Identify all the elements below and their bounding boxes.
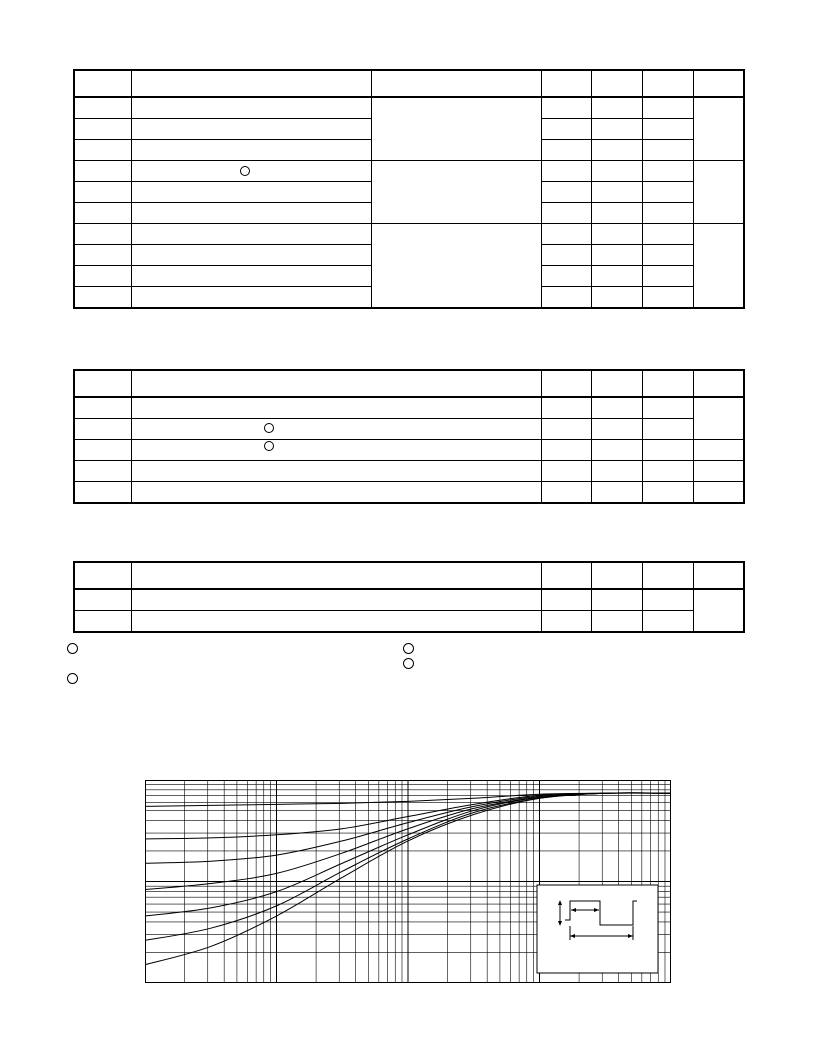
- symbol-cell: [74, 97, 131, 119]
- max-cell: [642, 140, 693, 161]
- condition-cell: [371, 97, 541, 161]
- typ-cell: [591, 203, 642, 224]
- parameter-cell: [131, 119, 371, 140]
- note-1-icon: [67, 643, 78, 654]
- max-cell: [642, 482, 693, 504]
- table-row: [74, 397, 744, 419]
- header-cell: [642, 562, 693, 589]
- header-cell: [74, 70, 131, 97]
- header-cell: [131, 562, 541, 589]
- electrical-characteristics-table: [73, 69, 745, 309]
- parameter-cell: [131, 482, 541, 504]
- symbol-cell: [74, 245, 131, 266]
- header-cell: [693, 562, 744, 589]
- table-row: [74, 97, 744, 119]
- table-row: [74, 161, 744, 182]
- min-cell: [541, 119, 591, 140]
- parameter-cell: [131, 589, 541, 611]
- max-cell: [642, 182, 693, 203]
- max-cell: [642, 161, 693, 182]
- note-3-icon: [403, 643, 414, 654]
- table-row: [74, 589, 744, 611]
- min-cell: [541, 419, 591, 440]
- header-cell: [541, 70, 591, 97]
- header-cell: [541, 562, 591, 589]
- max-cell: [642, 611, 693, 633]
- thermal-characteristics-table: [73, 561, 745, 633]
- unit-cell: [693, 224, 744, 309]
- typ-cell: [591, 245, 642, 266]
- symbol-cell: [74, 482, 131, 504]
- max-cell: [642, 589, 693, 611]
- header-cell: [371, 70, 541, 97]
- min-cell: [541, 440, 591, 461]
- typ-cell: [591, 461, 642, 482]
- symbol-cell: [74, 287, 131, 309]
- transient-thermal-impedance-chart: [145, 780, 671, 983]
- parameter-cell: [131, 97, 371, 119]
- header-cell: [591, 70, 642, 97]
- table-header-row: [74, 70, 744, 97]
- symbol-cell: [74, 589, 131, 611]
- typ-cell: [591, 97, 642, 119]
- min-cell: [541, 182, 591, 203]
- parameter-cell: [131, 461, 541, 482]
- min-cell: [541, 287, 591, 309]
- parameter-cell: [131, 140, 371, 161]
- unit-cell: [693, 440, 744, 461]
- chart-legend-box: [537, 885, 658, 973]
- parameter-cell: [131, 245, 371, 266]
- parameter-cell: [131, 397, 541, 419]
- table-row: [74, 440, 744, 461]
- min-cell: [541, 589, 591, 611]
- table-row: [74, 224, 744, 245]
- symbol-cell: [74, 461, 131, 482]
- symbol-cell: [74, 140, 131, 161]
- note-marker-icon: [264, 441, 274, 451]
- min-cell: [541, 266, 591, 287]
- table-row: [74, 611, 744, 633]
- unit-cell: [693, 161, 744, 224]
- parameter-cell: [131, 182, 371, 203]
- symbol-cell: [74, 440, 131, 461]
- header-cell: [591, 562, 642, 589]
- max-cell: [642, 419, 693, 440]
- switching-characteristics-table: [73, 369, 745, 504]
- parameter-cell: [131, 203, 371, 224]
- note-2-icon: [67, 673, 78, 684]
- max-cell: [642, 224, 693, 245]
- header-cell: [642, 370, 693, 397]
- header-cell: [74, 562, 131, 589]
- symbol-cell: [74, 119, 131, 140]
- symbol-cell: [74, 611, 131, 633]
- table-row: [74, 461, 744, 482]
- note-marker-icon: [264, 423, 274, 433]
- typ-cell: [591, 589, 642, 611]
- min-cell: [541, 224, 591, 245]
- header-cell: [131, 70, 371, 97]
- max-cell: [642, 287, 693, 309]
- header-cell: [693, 370, 744, 397]
- min-cell: [541, 245, 591, 266]
- typ-cell: [591, 119, 642, 140]
- max-cell: [642, 97, 693, 119]
- parameter-cell: [131, 224, 371, 245]
- max-cell: [642, 203, 693, 224]
- condition-cell: [371, 161, 541, 224]
- symbol-cell: [74, 266, 131, 287]
- typ-cell: [591, 482, 642, 504]
- min-cell: [541, 203, 591, 224]
- typ-cell: [591, 440, 642, 461]
- header-cell: [642, 70, 693, 97]
- symbol-cell: [74, 419, 131, 440]
- typ-cell: [591, 397, 642, 419]
- symbol-cell: [74, 203, 131, 224]
- min-cell: [541, 161, 591, 182]
- parameter-cell: [131, 419, 541, 440]
- typ-cell: [591, 611, 642, 633]
- unit-cell: [693, 461, 744, 482]
- parameter-cell: [131, 287, 371, 309]
- header-cell: [74, 370, 131, 397]
- unit-cell: [693, 482, 744, 504]
- table-header-row: [74, 562, 744, 589]
- header-cell: [591, 370, 642, 397]
- table-header-row: [74, 370, 744, 397]
- max-cell: [642, 119, 693, 140]
- header-cell: [693, 70, 744, 97]
- table-row: [74, 419, 744, 440]
- max-cell: [642, 397, 693, 419]
- max-cell: [642, 440, 693, 461]
- symbol-cell: [74, 182, 131, 203]
- min-cell: [541, 482, 591, 504]
- note-marker-icon: [240, 166, 250, 176]
- condition-cell: [371, 224, 541, 309]
- typ-cell: [591, 266, 642, 287]
- min-cell: [541, 97, 591, 119]
- unit-cell: [693, 97, 744, 161]
- min-cell: [541, 611, 591, 633]
- parameter-cell: [131, 440, 541, 461]
- max-cell: [642, 461, 693, 482]
- max-cell: [642, 266, 693, 287]
- min-cell: [541, 397, 591, 419]
- typ-cell: [591, 140, 642, 161]
- unit-cell: [693, 589, 744, 632]
- symbol-cell: [74, 224, 131, 245]
- min-cell: [541, 461, 591, 482]
- typ-cell: [591, 287, 642, 309]
- note-4-icon: [403, 658, 414, 669]
- parameter-cell: [131, 611, 541, 633]
- max-cell: [642, 245, 693, 266]
- symbol-cell: [74, 161, 131, 182]
- unit-cell: [693, 397, 744, 440]
- typ-cell: [591, 161, 642, 182]
- header-cell: [131, 370, 541, 397]
- parameter-cell: [131, 161, 371, 182]
- header-cell: [541, 370, 591, 397]
- typ-cell: [591, 419, 642, 440]
- typ-cell: [591, 182, 642, 203]
- symbol-cell: [74, 397, 131, 419]
- min-cell: [541, 140, 591, 161]
- table-row: [74, 482, 744, 504]
- parameter-cell: [131, 266, 371, 287]
- typ-cell: [591, 224, 642, 245]
